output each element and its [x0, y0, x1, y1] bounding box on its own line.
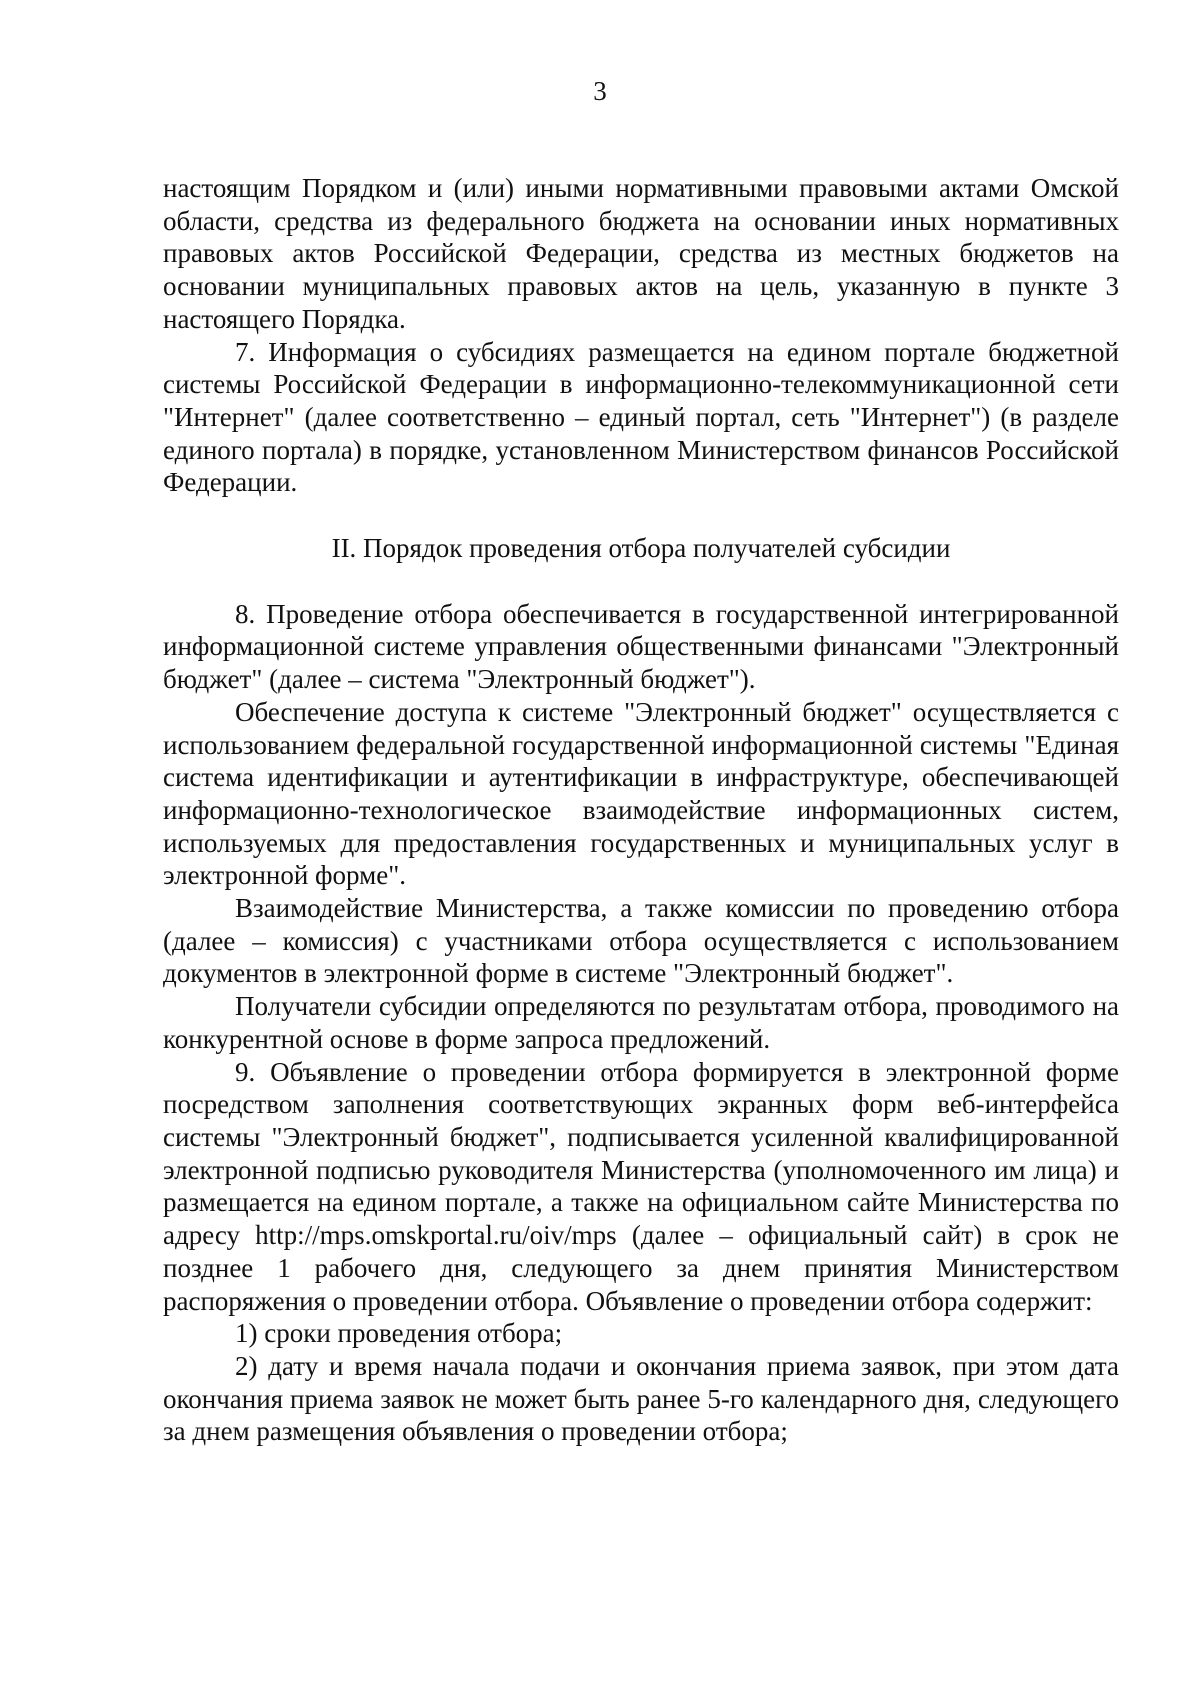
paragraph-item-8: 8. Проведение отбора обеспечивается в государственной интегрированной информационной системе управления общественными финансами "Электронный бюджет" (далее – система "Электронный бюджет"). — [163, 598, 1119, 695]
list-item-2: 2) дату и время начала подачи и окончания приема заявок, при этом дата окончания приема заявок не может быть ранее 5-го календарного дня, следующего за днем размещения объявления о проведении отбора; — [163, 1350, 1119, 1447]
paragraph-access: Обеспечение доступа к системе "Электронный бюджет" осуществляется с использованием федеральной государственной информационной системы "Единая система идентификации и аутентификации в инфраструктуре, обеспечивающей информационно-технологическое взаимодействие информационных систем, используемых для предоставления государственных и муниципальных услуг в электронной форме". — [163, 696, 1119, 891]
paragraph-recipients: Получатели субсидии определяются по результатам отбора, проводимого на конкурентной основе в форме запроса предложений. — [163, 991, 1119, 1054]
paragraph-item-7: 7. Информация о субсидиях размещается на едином портале бюджетной системы Российской Федерации в информационно-телекоммуникационной сети "Интернет" (далее соответственно – единый портал, сеть "Интернет") (в разделе единого портала) в порядке, установленном Министерством финансов Российской Федерации. — [163, 336, 1119, 498]
list-item-1: 1) сроки проведения отбора; — [235, 1318, 563, 1349]
page-number: 3 — [593, 76, 607, 106]
paragraph-item-9: 9. Объявление о проведении отбора формируется в электронной форме посредством заполнения соответствующих экранных форм веб-интерфейса системы "Электронный бюджет", подписывается усиленной квалифицированной электронной подписью руководителя Министерства (уполномоченного им лица) и размещается на едином портале, а также на официальном сайте Министерства по адресу http://mps.omskportal.ru/oiv/mps (далее – официальный сайт) в срок не позднее 1 рабочего дня, следующего за днем принятия Министерством распоряжения о проведении отбора. Объявление о проведении отбора содержит: — [163, 1056, 1119, 1316]
document-body — [163, 172, 1119, 1448]
paragraph-interaction: Взаимодействие Министерства, а также комиссии по проведению отбора (далее – комиссия) с участниками отбора осуществляется с использованием документов в электронной форме в системе "Электронный бюджет". — [163, 893, 1119, 989]
paragraph-continuation: настоящим Порядком и (или) иными нормативными правовыми актами Омской области, средства из федерального бюджета на основании иных нормативных правовых актов Российской Федерации, средства из местных бюджетов на основании муниципальных правовых актов на цель, указанную в пункте 3 настоящего Порядка. — [163, 173, 1119, 334]
section-heading: II. Порядок проведения отбора получателей субсидии — [331, 533, 951, 564]
